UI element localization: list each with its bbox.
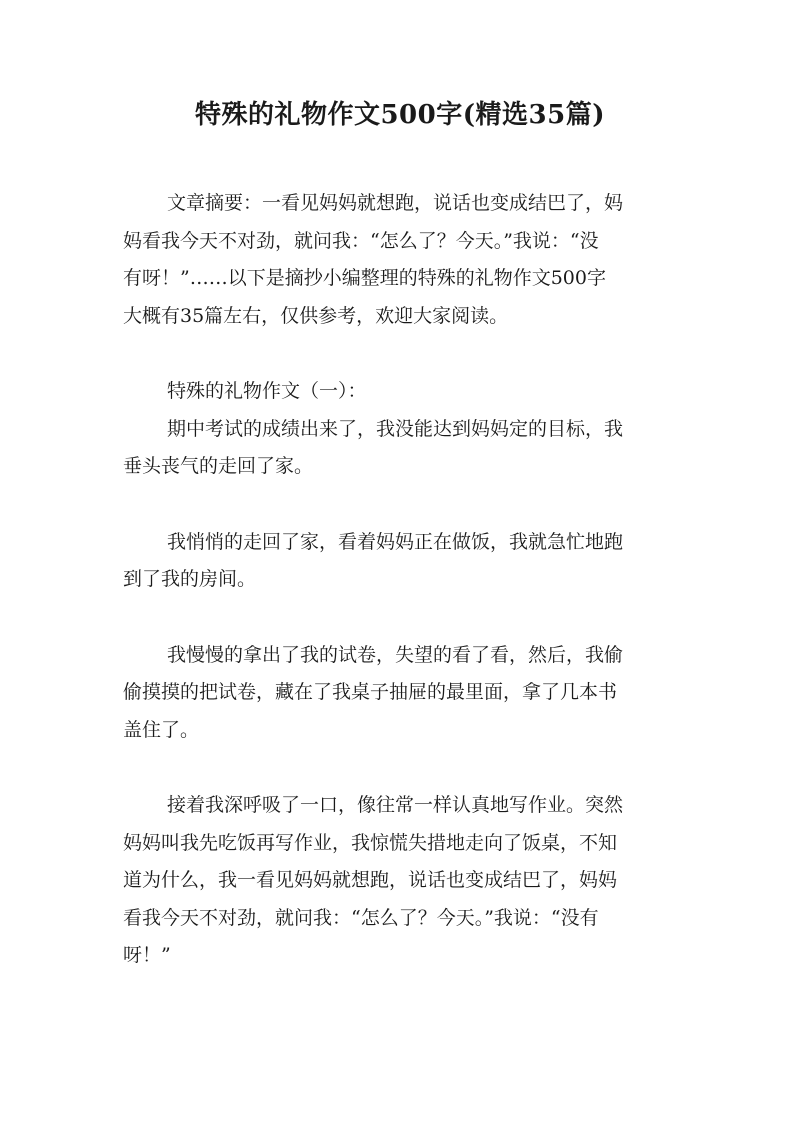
paragraph-gap bbox=[123, 335, 683, 373]
paragraph-gap bbox=[123, 599, 683, 637]
abstract-paragraph bbox=[123, 185, 683, 335]
text-line: 垂头丧气的走回了家。 bbox=[123, 455, 314, 477]
text-line: 到了我的房间。 bbox=[123, 568, 257, 590]
text-line: 大概有35篇左右，仅供参考，欢迎大家阅读。 bbox=[123, 304, 509, 327]
body-paragraph bbox=[123, 637, 683, 750]
body-paragraph bbox=[123, 787, 683, 975]
text-line: 道为什么，我一看见妈妈就想跑，说话也变成结巴了，妈妈 bbox=[123, 869, 618, 891]
text-line: 特殊的礼物作文（一）： bbox=[167, 380, 367, 402]
text-line: 妈妈叫我先吃饭再写作业，我惊慌失措地走向了饭桌，不知 bbox=[123, 831, 618, 854]
document-body bbox=[123, 185, 683, 975]
document-title: 特殊的礼物作文500字(精选35篇) bbox=[194, 100, 606, 130]
text-line: 我慢慢的拿出了我的试卷，失望的看了看，然后，我偷 bbox=[167, 643, 624, 666]
body-paragraph bbox=[123, 524, 683, 599]
text-line: 偷摸摸的把试卷，藏在了我桌子抽屉的最里面，拿了几本书 bbox=[123, 681, 618, 703]
text-line: 接着我深呼吸了一口，像往常一样认真地写作业。突然 bbox=[167, 794, 624, 816]
text-line: 呀！” bbox=[123, 944, 171, 966]
text-line: 妈看我今天不对劲，就问我：“怎么了？今天。”我说：“没 bbox=[123, 229, 599, 252]
text-line: 我悄悄的走回了家，看着妈妈正在做饭，我就急忙地跑 bbox=[167, 530, 624, 553]
section-heading bbox=[123, 373, 683, 411]
body-paragraph bbox=[123, 411, 683, 486]
paragraph-gap bbox=[123, 749, 683, 787]
text-line: 有呀！”……以下是摘抄小编整理的特殊的礼物作文500字 bbox=[123, 267, 606, 289]
text-line: 期中考试的成绩出来了，我没能达到妈妈定的目标，我 bbox=[167, 417, 624, 440]
text-line: 看我今天不对劲，就问我：“怎么了？今天。”我说：“没有 bbox=[123, 906, 599, 929]
text-line: 文章摘要：一看见妈妈就想跑，说话也变成结巴了，妈 bbox=[167, 192, 624, 214]
text-line: 盖住了。 bbox=[123, 718, 200, 741]
paragraph-gap bbox=[123, 486, 683, 524]
